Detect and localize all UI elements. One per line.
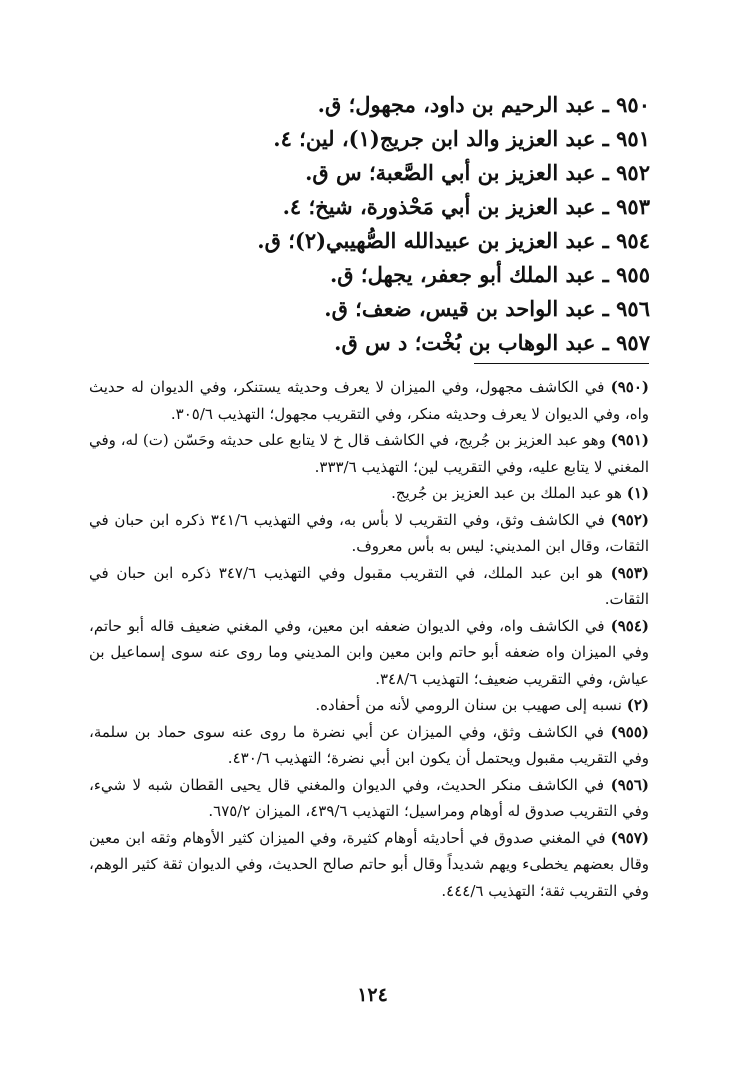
entry-952: ٩٥٢ ـ عبد العزيز بن أبي الصَّعبة؛ س ق. [305,160,650,185]
entry-954: ٩٥٤ ـ عبد العزيز بن عبيدالله الصُّهيبي(٢)؛ ق. [257,228,650,253]
note-text: في المغني صدوق في أحاديثه أوهام كثيرة، وفي الميزان كثير الأوهام وثقه ابن معين وقال بعضهم يخطىء ويهم شديداً وقال أبو حاتم صالح الحديث، وفي الديوان ثقة كثير الوهم، وفي التقريب ثقة؛ التهذيب ٤٤٤/٦. [89,828,649,900]
note-text: في الكاشف واه، وفي الديوان ضعفه ابن معين، وفي المغني ضعيف قاله أبو حاتم، وفي الميزان واه ضعفه أبو حاتم وابن معين وابن المديني وما روى عنه سوى إسماعيل بن عياش، وفي التقريب ضعيف؛ التهذيب ٣٤٨/٦. [89,616,649,688]
entry-number: ٩٥٣ [616,194,650,219]
note-952 [89,507,649,560]
note-text: هو عبد الملك بن عبد العزيز بن جُريج. [391,484,622,502]
note-950 [89,374,649,427]
note-number: (٩٥٤) [610,616,649,635]
note-number: (١) [626,484,649,502]
entry-number: ٩٥٧ [616,330,650,355]
entry-number: ٩٥١ [616,126,650,151]
note-number: (٢) [626,696,649,714]
entry-number: ٩٥٠ [616,92,650,117]
entry-text: عبد العزيز بن أبي الصَّعبة؛ س ق. [305,160,596,185]
entry-953: ٩٥٣ ـ عبد العزيز بن أبي مَحْذورة، شيخ؛ ٤. [282,194,650,219]
footnote-divider [474,363,649,364]
note-955 [89,719,649,772]
note-number: (٩٥١) [610,431,649,449]
entry-number: ٩٥٤ [616,228,650,253]
note-number: (٩٥٥) [610,722,649,741]
entry-number: ٩٥٦ [616,296,650,321]
note-text: في الكاشف منكر الحديث، وفي الديوان والمغني قال يحيى القطان شبه لا شيء، وفي التقريب صدوق له أوهام ومراسيل؛ التهذيب ٤٣٩/٦، الميزان ٦٧٥/٢. [89,775,649,820]
note-text: في الكاشف وثق، وفي الميزان عن أبي نضرة ما روى عنه سوى حماد بن سلمة، وفي التقريب مقبول ويحتمل أن يكون ابن أبي نضرة؛ التهذيب ٤٣٠/٦. [89,722,649,767]
note-953 [89,560,649,613]
note-954 [89,613,649,693]
entry-951: ٩٥١ ـ عبد العزيز والد ابن جريج(١)، لين؛ ٤. [273,126,650,151]
page-number: ١٢٤ [357,984,388,1006]
note-number: (٩٥٦) [610,775,649,794]
footnotes [89,374,649,904]
entry-955: ٩٥٥ ـ عبد الملك أبو جعفر، يجهل؛ ق. [330,262,650,287]
subnote-1 [89,480,649,507]
note-text: في الكاشف مجهول، وفي الميزان لا يعرف وحديثه يستنكر، وفي الديوان له حديث واه، وفي الديوان لا يعرف وحديثه منكر، وفي التقريب مجهول؛ التهذيب ٣٠٥/٦. [89,378,649,423]
entry-text: عبد الرحيم بن داود، مجهول؛ ق. [317,92,596,117]
entry-number: ٩٥٥ [616,262,650,287]
note-number: (٩٥٧) [610,828,649,847]
entry-956: ٩٥٦ ـ عبد الواحد بن قيس، ضعف؛ ق. [324,296,650,321]
entry-text: عبد العزيز بن عبيدالله الصُّهيبي(٢)؛ ق. [257,228,596,253]
entry-text: عبد الملك أبو جعفر، يجهل؛ ق. [330,262,596,287]
entry-text: عبد العزيز والد ابن جريج(١)، لين؛ ٤. [273,126,596,151]
note-text: هو ابن عبد الملك، في التقريب مقبول وفي التهذيب ٣٤٧/٦ ذكره ابن حبان في الثقات. [89,563,649,608]
entry-list [90,88,650,360]
note-957 [89,825,649,905]
entry-text: عبد العزيز بن أبي مَحْذورة، شيخ؛ ٤. [282,194,596,219]
note-text: وهو عبد العزيز بن جُريج، في الكاشف قال خ لا يتابع على حديثه وحَسّن (ت) له، وفي المغني لا يتابع عليه، وفي التقريب لين؛ التهذيب ٣٣٣/٦. [89,431,649,476]
note-text: في الكاشف وثق، وفي التقريب لا بأس به، وفي التهذيب ٣٤١/٦ ذكره ابن حبان في الثقات، وقال ابن المديني: ليس به بأس معروف. [89,510,649,555]
note-number: (٩٥٢) [610,510,649,529]
entry-text: عبد الواحد بن قيس، ضعف؛ ق. [324,296,596,321]
entry-957: ٩٥٧ ـ عبد الوهاب بن بُخْت؛ د س ق. [334,330,650,355]
note-number: (٩٥٠) [610,378,649,396]
note-number: (٩٥٣) [610,563,649,582]
entry-text: عبد الوهاب بن بُخْت؛ د س ق. [334,330,596,355]
entry-950: ٩٥٠ ـ عبد الرحيم بن داود، مجهول؛ ق. [317,92,650,117]
note-text: نسبه إلى صهيب بن سنان الرومي لأنه من أحفاده. [315,696,622,714]
note-956 [89,772,649,825]
entry-number: ٩٥٢ [616,160,650,185]
note-951 [89,427,649,480]
subnote-2 [89,692,649,719]
